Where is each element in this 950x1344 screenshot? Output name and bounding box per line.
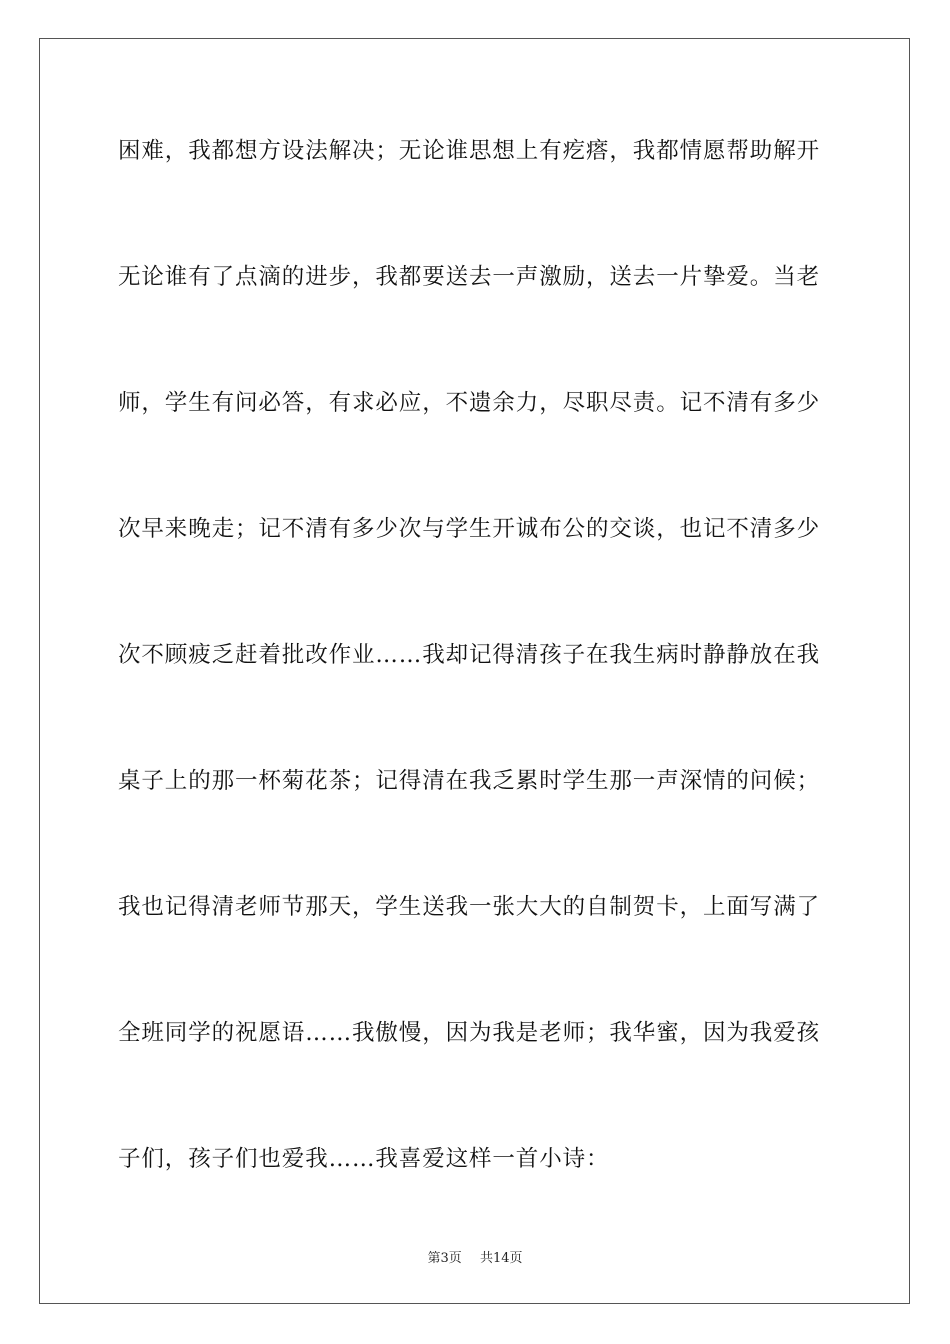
total-pages: 共14页 bbox=[479, 1251, 523, 1266]
text-line-4: 次早来晚走；记不清有多少次与学生开诚布公的交谈，也记不清多少 bbox=[118, 516, 821, 542]
text-line-2: 无论谁有了点滴的进步，我都要送去一声激励，送去一片挚爱。当老 bbox=[118, 264, 821, 290]
text-line-5: 次不顾疲乏赶着批改作业……我却记得清孩子在我生病时静静放在我 bbox=[118, 642, 821, 668]
text-line-3: 师，学生有问必答，有求必应，不遗余力，尽职尽责。记不清有多少 bbox=[118, 390, 821, 416]
text-line-7: 我也记得清老师节那天，学生送我一张大大的自制贺卡，上面写满了 bbox=[118, 894, 821, 920]
text-line-1: 困难，我都想方设法解决；无论谁思想上有疙瘩，我都情愿帮助解开 bbox=[118, 138, 821, 164]
text-line-9: 子们，孩子们也爱我……我喜爱这样一首小诗： bbox=[118, 1146, 610, 1172]
page-number: 第3页 bbox=[427, 1251, 462, 1266]
page-footer bbox=[0, 1247, 950, 1266]
text-line-8: 全班同学的祝愿语……我傲慢，因为我是老师；我华蜜，因为我爱孩 bbox=[118, 1020, 821, 1046]
document-body bbox=[118, 120, 838, 1254]
text-line-6: 桌子上的那一杯菊花茶；记得清在我乏累时学生那一声深情的问候； bbox=[118, 768, 821, 794]
